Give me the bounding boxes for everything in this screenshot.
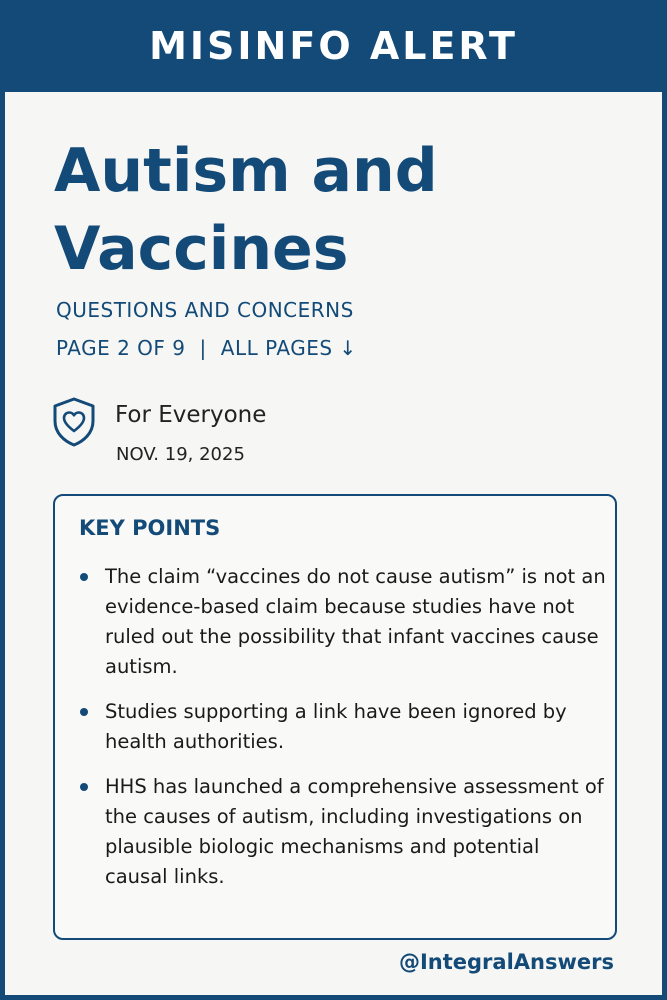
- publish-date: NOV. 19, 2025: [116, 444, 245, 465]
- key-points-title: KEY POINTS: [79, 516, 221, 540]
- key-point-text: Studies supporting a link have been ignored by health authorities.: [105, 700, 567, 753]
- nav-separator: |: [199, 336, 207, 360]
- header-banner: [0, 0, 667, 92]
- bullet-dot: [80, 708, 88, 716]
- audience-label: For Everyone: [115, 402, 267, 428]
- list-item: [77, 562, 607, 682]
- content-card: [5, 92, 662, 995]
- category-label: QUESTIONS AND CONCERNS: [56, 298, 354, 322]
- page-title: Autism and Vaccines: [54, 136, 438, 284]
- list-item: [77, 697, 607, 757]
- key-point-text: The claim “vaccines do not cause autism” is not an evidence-based claim because studies have not ruled out the possibility that infant vaccines cause autism.: [105, 565, 606, 678]
- banner-title: MISINFO ALERT: [149, 24, 518, 68]
- bullet-dot: [80, 783, 88, 791]
- social-handle[interactable]: @IntegralAnswers: [398, 950, 614, 974]
- shield-heart-icon: [51, 396, 97, 448]
- all-pages-link[interactable]: ALL PAGES ↓: [220, 336, 357, 360]
- key-points-box: [53, 494, 617, 940]
- key-point-text: HHS has launched a comprehensive assessment of the causes of autism, including investigations on plausible biologic mechanisms and potential causal links.: [105, 775, 604, 888]
- page-navigation: [56, 336, 357, 360]
- key-points-list: [77, 562, 607, 907]
- list-item: [77, 772, 607, 892]
- bullet-dot: [80, 573, 88, 581]
- page-indicator: PAGE 2 OF 9: [56, 336, 186, 360]
